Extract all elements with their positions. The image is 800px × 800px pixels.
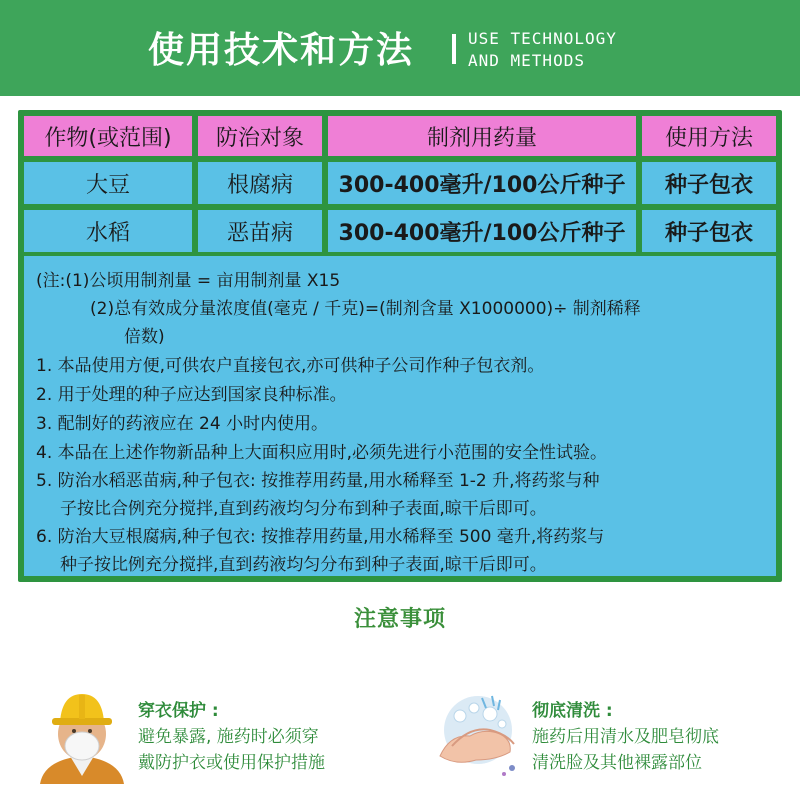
note-line: (注:(1)公顷用制剂量 = 亩用制剂量 X15 bbox=[36, 271, 341, 291]
note-line: 子按比合例充分搅拌,直到药液均匀分布到种子表面,晾干后即可。 bbox=[60, 499, 547, 519]
wash-heading: 彻底清洗 : bbox=[532, 701, 613, 721]
note-line: 1. 本品使用方便,可供农户直接包衣,亦可供种子公司作种子包衣剂。 bbox=[36, 356, 545, 376]
table-cell-dosage: 300-400毫升/100公斤种子 bbox=[328, 162, 636, 204]
note-line: 3. 配制好的药液应在 24 小时内使用。 bbox=[36, 414, 329, 434]
title-divider bbox=[452, 34, 456, 64]
wash-text-line-1: 施药后用清水及肥皂彻底 bbox=[532, 727, 719, 747]
header-banner bbox=[0, 0, 800, 96]
note-line: 4. 本品在上述作物新品种上大面积应用时,必须先进行小范围的安全性试验。 bbox=[36, 443, 608, 463]
table-cell-crop: 水稻 bbox=[24, 210, 192, 252]
note-line: 6. 防治大豆根腐病,种子包衣: 按推荐用药量,用水稀释至 500 毫升,将药浆与 bbox=[36, 527, 605, 547]
note-line: 5. 防治水稻恶苗病,种子包衣: 按推荐用药量,用水稀释至 1-2 升,将药浆与种 bbox=[36, 471, 600, 491]
protect-text-line-2: 戴防护衣或使用保护措施 bbox=[138, 753, 325, 773]
english-subtitle bbox=[468, 28, 617, 72]
table-header-crop: 作物(或范围) bbox=[24, 116, 192, 156]
page-title: 使用技术和方法 bbox=[148, 30, 415, 71]
protect-heading: 穿衣保护 : bbox=[138, 701, 219, 721]
hand-washing-icon bbox=[430, 686, 526, 782]
usage-notes bbox=[24, 256, 776, 576]
table-header-target: 防治对象 bbox=[198, 116, 322, 156]
cautions-title: 注意事项 bbox=[353, 607, 446, 632]
table-cell-target: 根腐病 bbox=[198, 162, 322, 204]
protect-text-line-1: 避免暴露, 施药时必须穿 bbox=[138, 727, 319, 747]
table-cell-method: 种子包衣 bbox=[642, 210, 776, 252]
note-line: 2. 用于处理的种子应达到国家良种标准。 bbox=[36, 385, 347, 405]
table-cell-dosage: 300-400毫升/100公斤种子 bbox=[328, 210, 636, 252]
table-cell-method: 种子包衣 bbox=[642, 162, 776, 204]
note-line: (2)总有效成分量浓度值(毫克 / 千克)=(制剂含量 X1000000)÷ 制剂稀释 bbox=[90, 299, 641, 319]
english-subtitle-line-2: AND METHODS bbox=[468, 51, 585, 70]
worker-helmet-mask-icon bbox=[34, 684, 130, 784]
table-cell-target: 恶苗病 bbox=[198, 210, 322, 252]
note-line: 种子按比例充分搅拌,直到药液均匀分布到种子表面,晾干后即可。 bbox=[60, 555, 547, 575]
english-subtitle-line-1: USE TECHNOLOGY bbox=[468, 29, 617, 48]
table-cell-crop: 大豆 bbox=[24, 162, 192, 204]
table-header-dosage: 制剂用药量 bbox=[328, 116, 636, 156]
wash-text-line-2: 清洗脸及其他裸露部位 bbox=[532, 753, 702, 773]
table-header-method: 使用方法 bbox=[642, 116, 776, 156]
note-line: 倍数) bbox=[124, 327, 165, 347]
